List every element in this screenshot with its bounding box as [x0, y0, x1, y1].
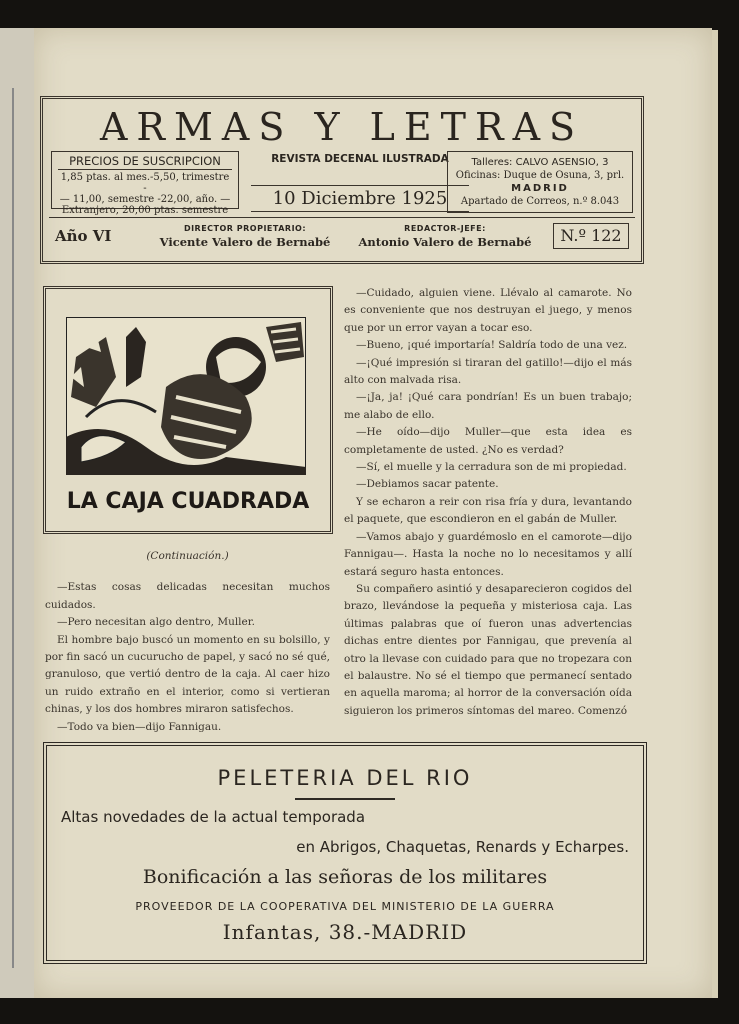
- workshop-address: [447, 151, 633, 213]
- ad-line: Altas novedades de la actual temporada: [61, 808, 366, 826]
- paragraph: —Pero necesitan algo dentro, Muller.: [57, 616, 255, 629]
- year-label: Año VI: [55, 227, 112, 245]
- director-label: DIRECTOR PROPIETARIO:: [183, 224, 307, 233]
- story-illustration: [43, 286, 333, 534]
- editor-name: Antonio Valero de Bernabé: [358, 235, 532, 249]
- paragraph: —¡Qué impresión si tiraran del gatillo!—dijo el más alto con malvada risa.: [344, 356, 632, 387]
- magazine-title: ARMAS Y LETRAS: [99, 105, 585, 149]
- paragraph: —Todo va bien—dijo Fannigau.: [57, 720, 222, 733]
- paragraph: —Bueno, ¡qué importaría! Saldría todo de una vez.: [356, 339, 628, 352]
- right-column: [344, 285, 632, 720]
- page-edge: [712, 30, 718, 998]
- ad-line: Bonificación a las señoras de los militares: [142, 866, 548, 888]
- issue-number: N.º 122: [553, 223, 629, 249]
- director: [145, 224, 345, 249]
- knight-woodcut-illustration: [66, 317, 306, 475]
- binding-spine: [12, 88, 17, 968]
- address-line: MADRID: [511, 183, 569, 194]
- paragraph: —Sí, el muelle y la cerradura son de mi propiedad.: [356, 461, 627, 474]
- continuation-note: (Continuación.): [146, 550, 229, 562]
- director-name: Vicente Valero de Bernabé: [159, 235, 331, 249]
- address-line: Apartado de Correos, n.º 8.043: [460, 196, 620, 207]
- editor-label: REDACTOR-JEFE:: [404, 224, 486, 233]
- paragraph: —Cuidado, alguien viene. Llévalo al camarote. No es conveniente que nos destruyan el juego, y menos que por un error vayan a tocar eso.: [344, 287, 632, 334]
- address-line: Oficinas: Duque de Osuna, 3, prl.: [455, 170, 625, 181]
- ad-line: PROVEEDOR DE LA COOPERATIVA DEL MINISTERIO DE LA GUERRA: [135, 900, 555, 913]
- ad-rule: [295, 798, 395, 800]
- paragraph: —Debiamos sacar patente.: [356, 478, 499, 491]
- price-line: Extranjero, 20,00 ptas. semestre: [61, 205, 229, 216]
- paragraph: —He oído—dijo Muller—que esta idea es completamente de usted. ¿No es verdad?: [344, 426, 632, 456]
- address-line: Talleres: CALVO ASENSIO, 3: [471, 157, 609, 168]
- prices-heading: PRECIOS DE SUSCRIPCION: [58, 154, 232, 170]
- advertisement: [43, 742, 647, 964]
- masthead: [40, 96, 644, 264]
- paragraph: —Estas cosas delicadas necesitan muchos cuidados.: [45, 581, 330, 611]
- issue-date: 10 Diciembre 1925: [251, 185, 469, 212]
- left-column: [45, 548, 330, 736]
- ad-line: en Abrigos, Chaquetas, Renards y Echarpes.: [296, 838, 629, 856]
- story-title: LA CAJA CUADRADA: [66, 489, 310, 514]
- masthead-divider: [49, 217, 635, 218]
- price-line: — 11,00, semestre -22,00, año. —: [59, 194, 231, 205]
- paragraph: Su compañero asintió y desaparecieron cogidos del brazo, llevándose la pequeña y misteriosa caja. Las últimas palabras que oí fueron unas advertencias dichas entre dientes por Fannigau, que prevenía al otro la llevase con cuidado para que no tropezara con el balaustre. No sé el tiempo que permanecí sentado en aquella maroma; al horror de la conversación oída siguieron los primeros síntomas del mareo. Comenzó: [344, 582, 632, 717]
- paragraph: —Vamos abajo y guardémoslo en el camorote—dijo Fannigau—. Hasta la noche no lo necesitamos y allí estará seguro hasta entonces.: [344, 530, 632, 578]
- editor: [345, 224, 545, 249]
- paragraph: El hombre bajo buscó un momento en su bolsillo, y por fin sacó un cucurucho de papel, y sacó no sé qué, granuloso, que vertió dentro de la caja. Al caer hizo un ruido extraño en el interior, como si vertieran chinas, y los dos hombres miraron satisfechos.: [45, 633, 331, 716]
- left-page-edge: [0, 28, 34, 998]
- ad-shop-name: PELETERIA DEL RIO: [217, 766, 473, 790]
- paragraph: Y se echaron a reir con risa fría y dura, levantando el paquete, que escondieron en el gabán de Muller.: [344, 495, 632, 526]
- subscription-prices: [51, 151, 239, 216]
- ad-address: Infantas, 38.-MADRID: [222, 920, 468, 944]
- price-line: 1,85 ptas. al mes.-5,50, trimestre -: [60, 172, 230, 194]
- magazine-subtitle: REVISTA DECENAL ILUSTRADA: [271, 153, 449, 165]
- paragraph: —¡Ja, ja! ¡Qué cara pondrían! Es un buen trabajo; me alabo de ello.: [344, 391, 632, 421]
